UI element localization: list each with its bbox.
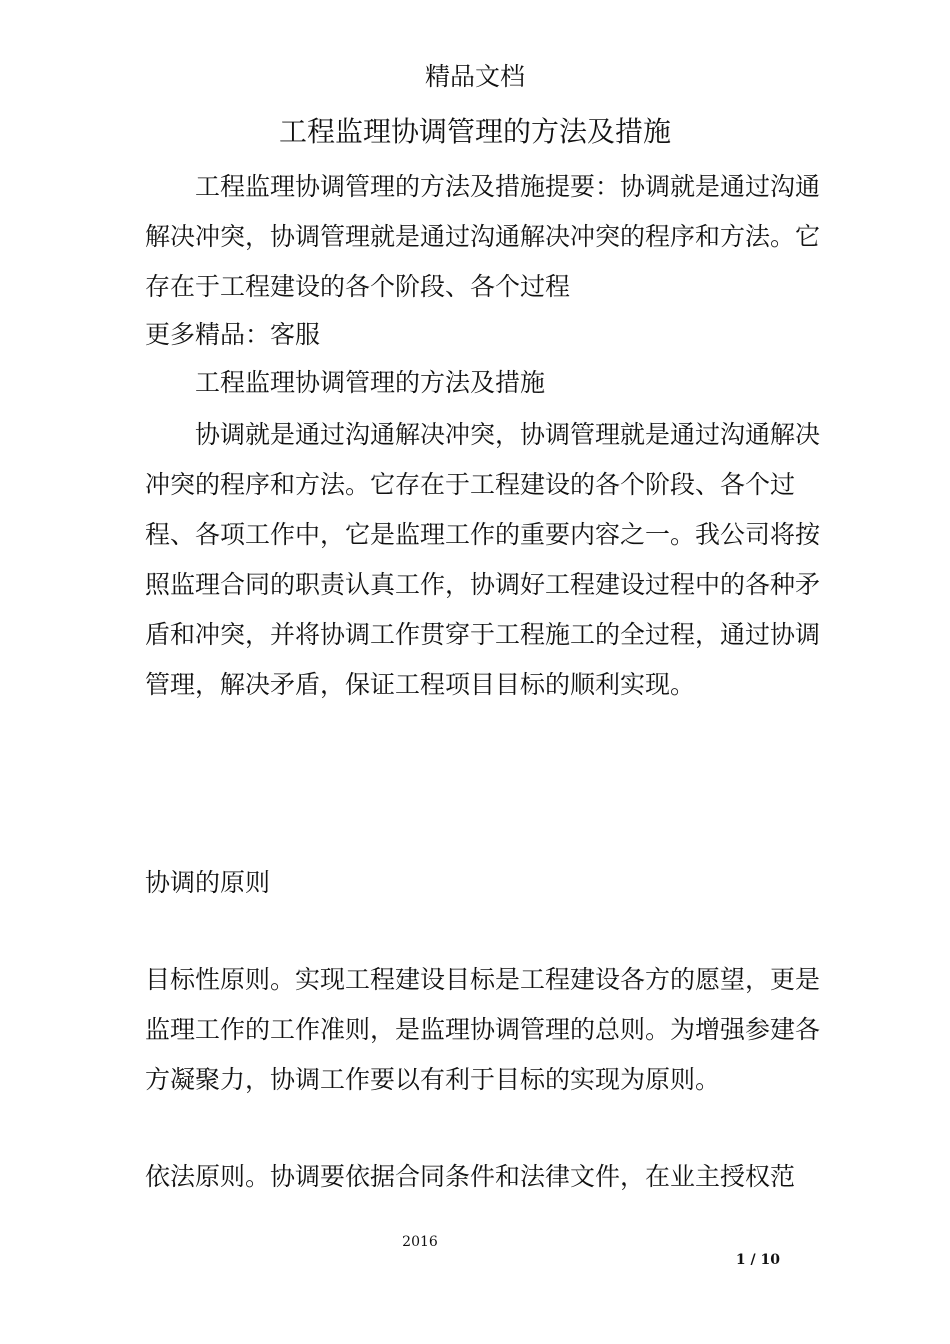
summary-paragraph: 工程监理协调管理的方法及措施提要：协调就是通过沟通解决冲突，协调管理就是通过沟通解决冲突的程序和方法。它存在于工程建设的各个阶段、各个过程	[145, 172, 821, 301]
principle-paragraph: 依法原则。协调要依据合同条件和法律文件，在业主授权范	[145, 1162, 796, 1191]
document-title: 工程监理协调管理的方法及措施	[278, 115, 671, 148]
principles-heading: 协调的原则	[145, 868, 271, 897]
intro-paragraph: 协调就是通过沟通解决冲突，协调管理就是通过沟通解决冲突的程序和方法。它存在于工程建设的各个阶段、各个过程、各项工作中，它是监理工作的重要内容之一。我公司将按照监理合同的职责认真工作，协调好工程建设过程中的各种矛盾和冲突，并将协调工作贯穿于工程施工的全过程，通过协调管理，解决矛盾，保证工程项目目标的顺利实现。	[145, 420, 821, 699]
page-header: 精品文档	[424, 62, 525, 91]
footer-year: 2016	[402, 1234, 438, 1250]
more-link-text: 更多精品：客服	[145, 320, 321, 349]
section-subtitle: 工程监理协调管理的方法及措施	[195, 368, 546, 397]
page-number: 1 / 10	[735, 1252, 780, 1268]
principle-paragraph: 目标性原则。实现工程建设目标是工程建设各方的愿望，更是监理工作的工作准则，是监理协调管理的总则。为增强参建各方凝聚力，协调工作要以有利于目标的实现为原则。	[145, 965, 821, 1094]
